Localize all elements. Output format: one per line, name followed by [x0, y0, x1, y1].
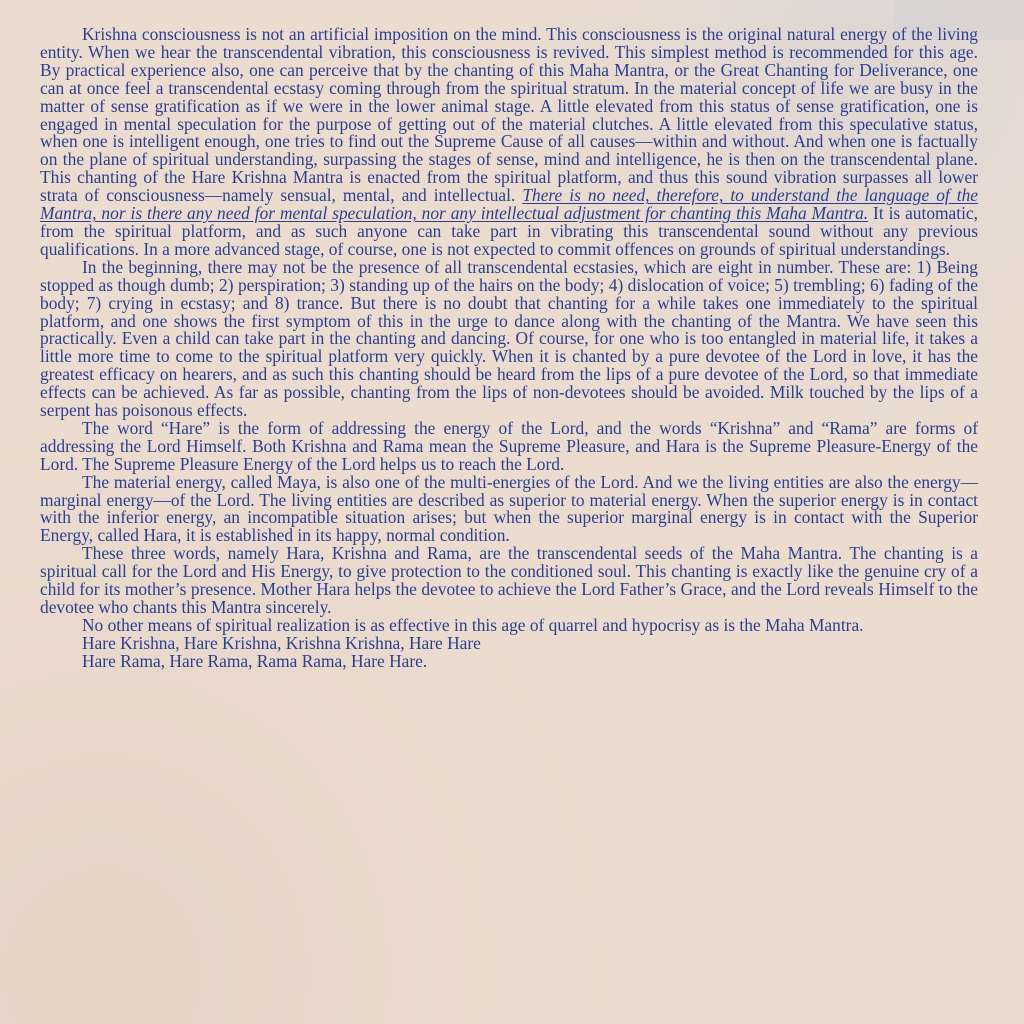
paragraph-4: The material energy, called Maya, is also one of the multi-energies of the Lord. And we the living entities are also the energy—marginal energy—of the Lord. The living entities are described as superior to material energy. When the superior energy is in contact with the inferior energy, an incompatible situation arises; but when the superior marginal energy is in contact with the Superior Energy, called Hara, it is established in its happy, normal condition. [40, 471, 978, 546]
paragraph-6: No other means of spiritual realization is as effective in this age of quarrel and hypocrisy as is the Maha Mantra. [82, 614, 864, 635]
mantra-line-2: Hare Rama, Hare Rama, Rama Rama, Hare Hare. [82, 650, 428, 671]
underlined-passage: There is no need, therefore, to understand the language of the Mantra, nor is there any need for mental speculation, nor any intellectual adjustment for chanting this Maha Mantra. [40, 185, 978, 224]
paragraph-1-text-start: Krishna consciousness is not an artificial imposition on the mind. This consciousness is the original natural energy of the living entity. When we hear the transcendental vibration, this consciousness is revived. This simplest method is recommended for this age. By practical experience also, one can perceive that by the chanting of this Maha Mantra, or the Great Chanting for Deliverance, one can at once feel a transcendental ecstasy coming through from the spiritual stratum. In the material concept of life we are busy in the matter of sense gratification as if we were in the lower animal stage. A little elevated from this status of sense gratification, one is engaged in mental speculation for the purpose of getting out of the material clutches. A little elevated from this speculative status, when one is intelligent enough, one tries to find out the Supreme Cause of all causes—within and without. And when one is factually on the plane of spiritual understanding, surpassing the stages of sense, mind and intelligence, he is then on the transcendental plane. This chanting of the Hare Krishna Mantra is enacted from the spiritual platform, and thus this sound vibration surpasses all lower strata of consciousness—namely sensual, mental, and intellectual. [40, 24, 978, 206]
mantra-line-1: Hare Krishna, Hare Krishna, Krishna Krishna, Hare Hare [82, 632, 481, 653]
paragraph-3: The word “Hare” is the form of addressing the energy of the Lord, and the words “Krishna” and “Rama” are forms of addressing the Lord Himself. Both Krishna and Rama mean the Supreme Pleasure, and Hara is the Supreme Pleasure-Energy of the Lord. The Supreme Pleasure Energy of the Lord helps us to reach the Lord. [40, 417, 978, 474]
paragraph-1-text-end: It is automatic, from the spiritual platform, and as such anyone can take part in vibrating this transcendental sound without any previous qualifications. In a more advanced stage, of course, one is not expected to commit offences on grounds of spiritual understandings. [40, 203, 978, 259]
paragraph-2: In the beginning, there may not be the presence of all transcendental ecstasies, which are eight in number. These are: 1) Being stopped as though dumb; 2) perspiration; 3) standing up of the hairs on the body; 4) dislocation of voice; 5) trembling; 6) fading of the body; 7) crying in ecstasy; and 8) trance. But there is no doubt that chanting for a while takes one immediately to the spiritual platform, and one shows the first symptom of this in the urge to dance along with the chanting of the Mantra. We have seen this practically. Even a child can take part in the chanting and dancing. Of course, for one who is too entangled in material life, it takes a little more time to come to the spiritual platform very quickly. When it is chanted by a pure devotee of the Lord in love, it has the greatest efficacy on hearers, and as such this chanting should be heard from the lips of a pure devotee of the Lord, so that immediate effects can be achieved. As far as possible, chanting from the lips of non-devotees should be avoided. Milk touched by the lips of a serpent has poisonous effects. [40, 256, 978, 421]
document-page [40, 26, 978, 671]
paragraph-1 [40, 26, 978, 259]
paragraph-5: These three words, namely Hara, Krishna and Rama, are the transcendental seeds of the Maha Mantra. The chanting is a spiritual call for the Lord and His Energy, to give protection to the conditioned soul. This chanting is exactly like the genuine cry of a child for its mother’s presence. Mother Hara helps the devotee to achieve the Lord Father’s Grace, and the Lord reveals Himself to the devotee who chants this Mantra sincerely. [40, 543, 978, 617]
